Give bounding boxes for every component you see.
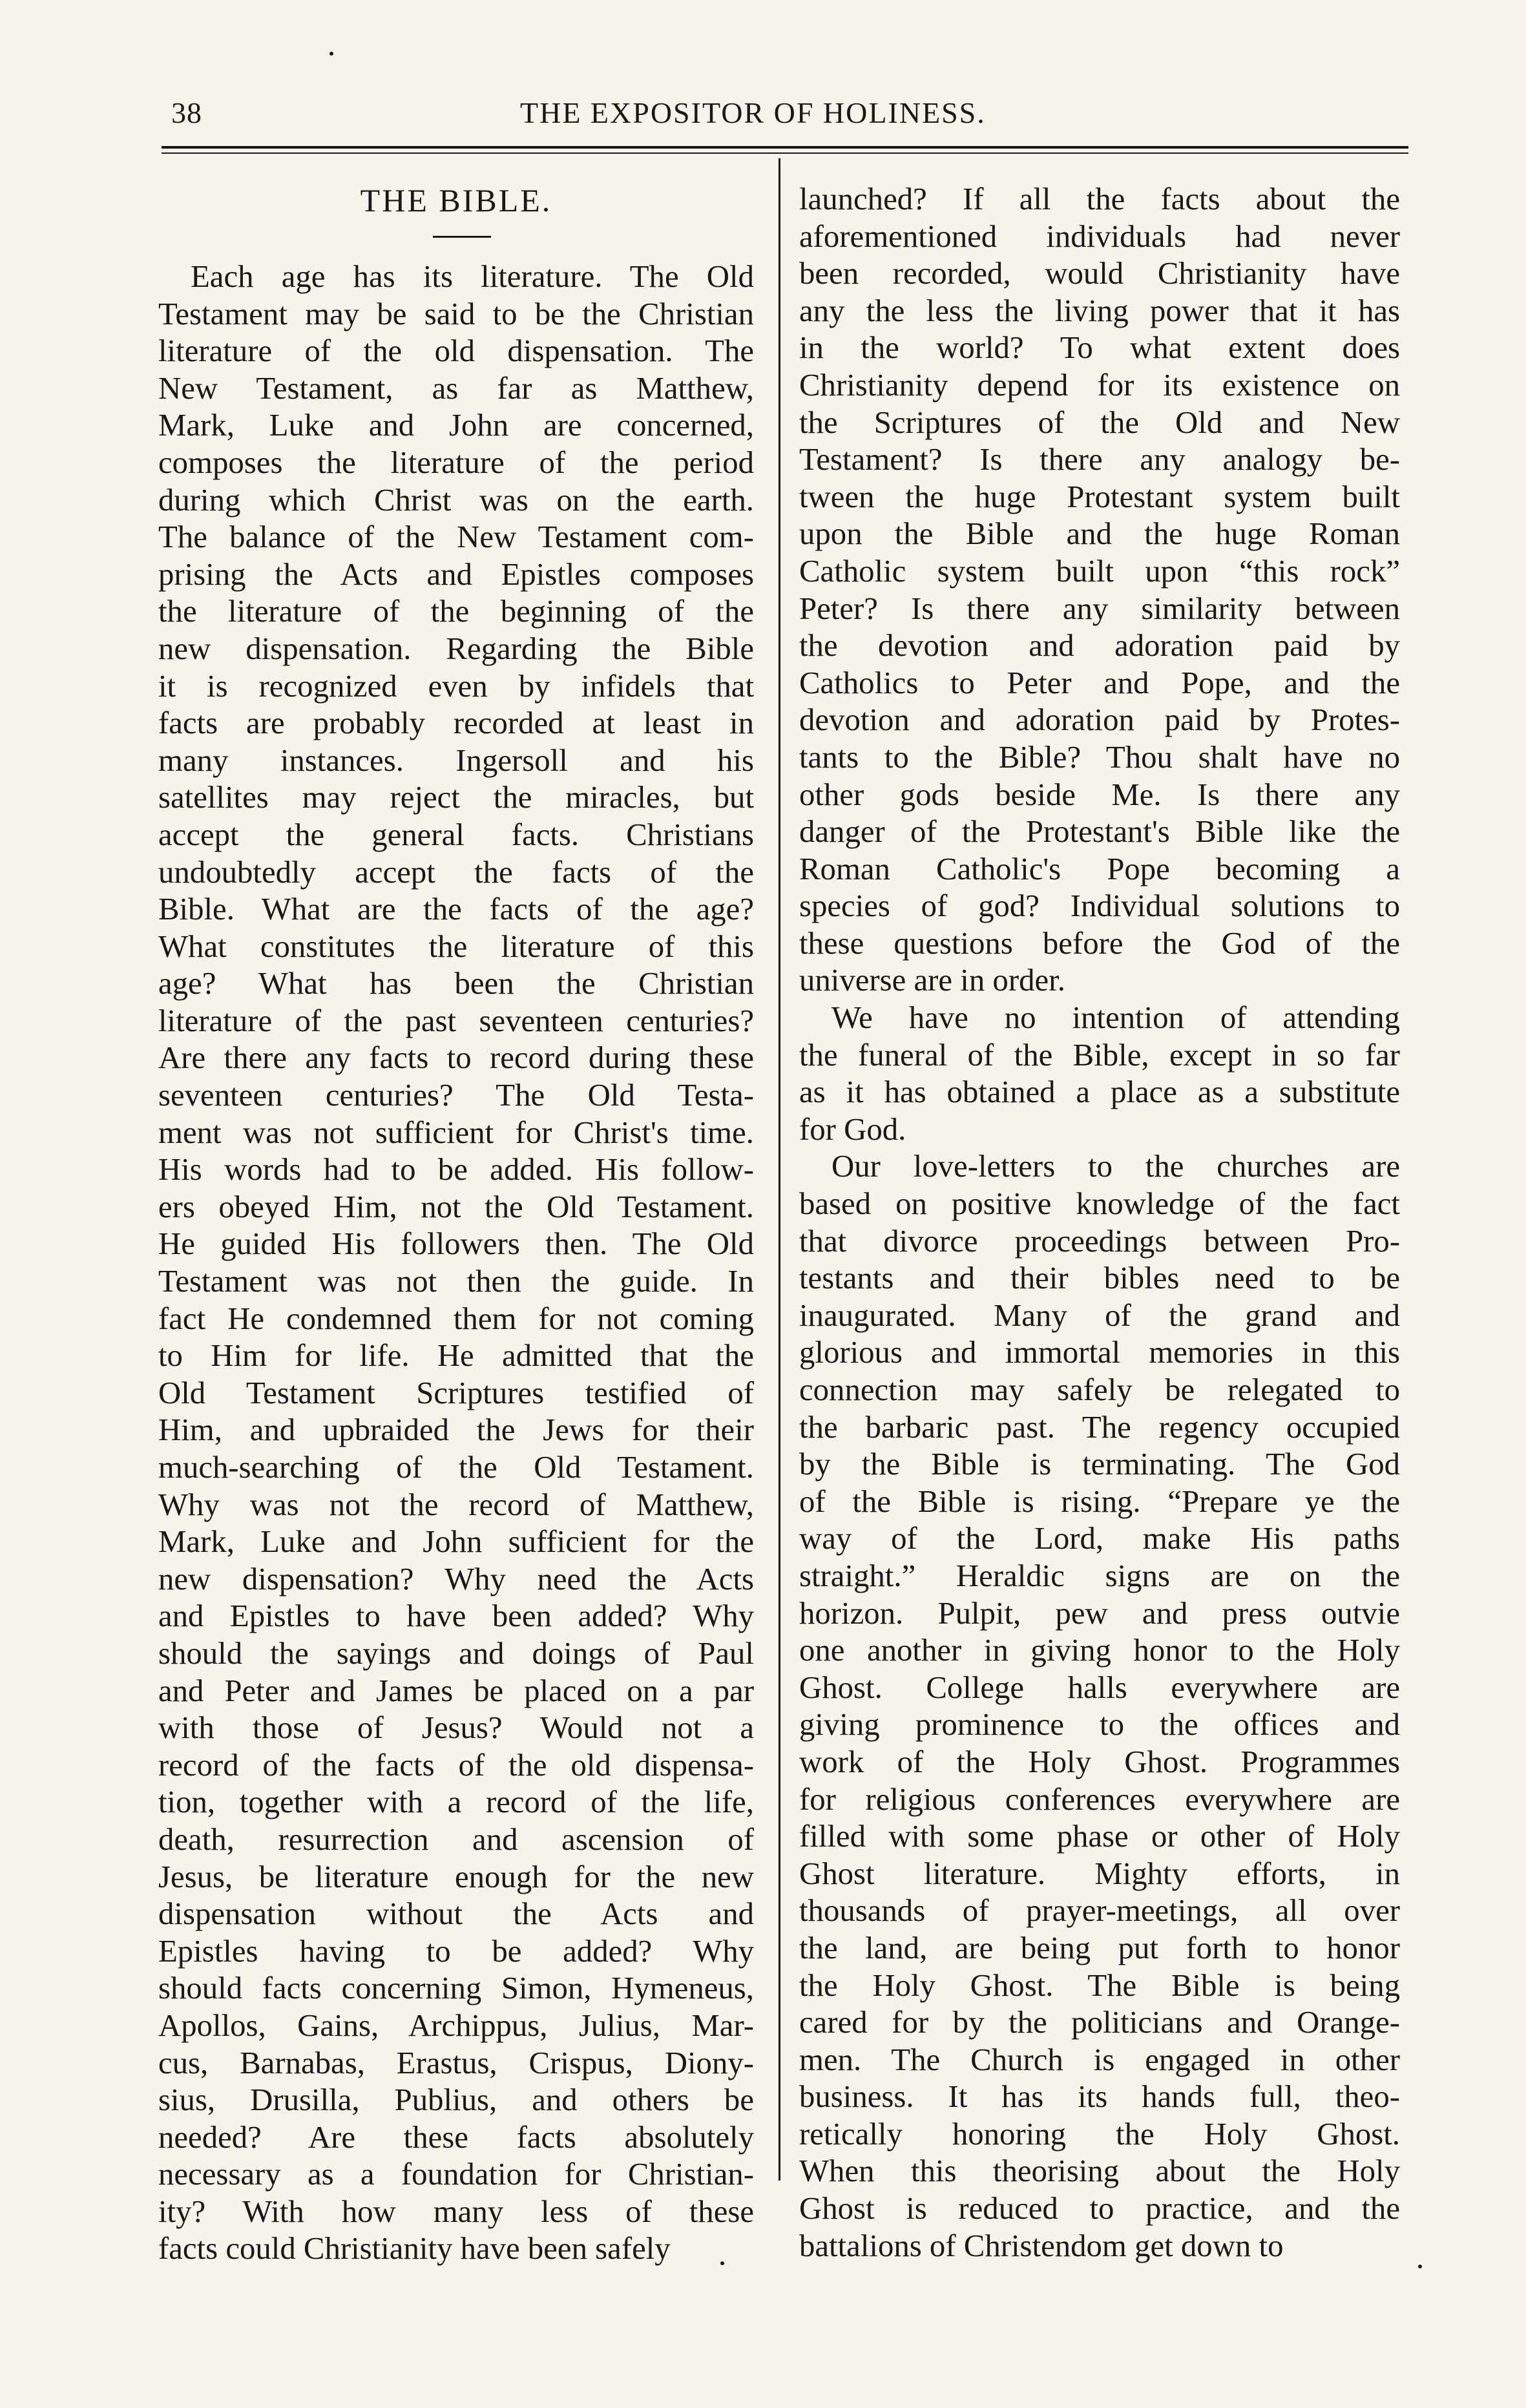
text-line: fact He condemned them for not coming (158, 1301, 754, 1336)
text-line: He guided His followers then. The Old (158, 1226, 754, 1262)
text-line: Testament was not then the guide. In (158, 1264, 754, 1299)
text-line: and Epistles to have been added? Why (158, 1598, 754, 1634)
text-line: Roman Catholic's Pope becoming a (799, 851, 1400, 886)
page-number: 38 (171, 96, 202, 129)
column-divider (779, 158, 780, 2181)
text-line: necessary as a foundation for Christian- (158, 2157, 754, 2192)
text-line: Catholics to Peter and Pope, and the (799, 665, 1400, 700)
text-line: Jesus, be literature enough for the new (158, 1859, 754, 1894)
ink-speck (720, 2261, 724, 2265)
text-line: cared for by the politicians and Orange- (799, 2005, 1400, 2040)
text-line: new dispensation? Why need the Acts (158, 1561, 754, 1597)
text-line: launched? If all the facts about the (799, 182, 1400, 216)
text-line: record of the facts of the old dispensa- (158, 1747, 754, 1783)
text-line: straight.” Heraldic signs are on the (799, 1558, 1400, 1593)
text-line: composes the literature of the period (158, 445, 754, 480)
text-line: the devotion and adoration paid by (799, 628, 1400, 664)
text-line: the barbaric past. The regency occupied (799, 1409, 1400, 1445)
text-line: sius, Drusilla, Publius, and others be (158, 2082, 754, 2118)
text-line: many instances. Ingersoll and his (158, 742, 754, 778)
text-line: one another in giving honor to the Holy (799, 1633, 1400, 1668)
text-line: Ghost literature. Mighty efforts, in (799, 1856, 1400, 1891)
left-column (158, 258, 754, 2268)
text-line: Our love-letters to the churches are (831, 1149, 1400, 1184)
text-line: species of god? Individual solutions to (799, 888, 1400, 924)
text-line: Ghost is reduced to practice, and the (799, 2191, 1400, 2226)
text-line: facts could Christianity have been safely (158, 2231, 671, 2267)
ink-speck (329, 52, 333, 56)
text-line: devotion and adoration paid by Protes- (799, 702, 1400, 738)
text-line: it is recognized even by infidels that (158, 668, 754, 704)
text-line: Catholic system built upon “this rock” (799, 553, 1400, 589)
text-line: Old Testament Scriptures testified of (158, 1375, 754, 1410)
text-line: age? What has been the Christian (158, 966, 754, 1001)
text-line: death, resurrection and ascension of (158, 1821, 754, 1857)
text-line: Epistles having to be added? Why (158, 1933, 754, 1969)
text-line: literature of the old dispensation. The (158, 333, 754, 369)
text-line: should the sayings and doings of Paul (158, 1635, 754, 1671)
journal-title: THE EXPOSITOR OF HOLINESS. (520, 96, 986, 129)
text-line: inaugurated. Many of the grand and (799, 1297, 1400, 1333)
text-line: ers obeyed Him, not the Old Testament. (158, 1189, 754, 1224)
text-line: Testament? Is there any analogy be- (799, 442, 1400, 477)
text-line: horizon. Pulpit, pew and press outvie (799, 1595, 1400, 1631)
text-line: any the less the living power that it has (799, 293, 1400, 328)
text-line: with those of Jesus? Would not a (158, 1710, 754, 1746)
text-line: What constitutes the literature of this (158, 928, 754, 964)
text-line: upon the Bible and the huge Roman (799, 516, 1400, 552)
header-rule-thick (162, 146, 1408, 149)
text-line: Him, and upbraided the Jews for their (158, 1412, 754, 1448)
text-line: retically honoring the Holy Ghost. (799, 2116, 1400, 2151)
text-line: giving prominence to the offices and (799, 1707, 1400, 1743)
text-line: Bible. What are the facts of the age? (158, 892, 754, 927)
text-line: tion, together with a record of the life, (158, 1785, 754, 1820)
text-line: seventeen centuries? The Old Testa- (158, 1078, 754, 1113)
text-line: Each age has its literature. The Old (191, 259, 754, 294)
text-line: Why was not the record of Matthew, (158, 1487, 754, 1522)
text-line: ity? With how many less of these (158, 2193, 754, 2229)
article-title: THE BIBLE. (360, 182, 552, 218)
text-line: been recorded, would Christianity have (799, 256, 1400, 291)
text-line: for religious conferences everywhere are (799, 1781, 1400, 1817)
text-line: universe are in order. (799, 963, 1065, 998)
ink-speck (1418, 2265, 1422, 2268)
text-line: satellites may reject the miracles, but (158, 780, 754, 815)
text-line: Christianity depend for its existence on (799, 367, 1400, 403)
running-head (171, 96, 1415, 141)
text-line: Mark, Luke and John are concerned, (158, 408, 754, 443)
text-line: battalions of Christendom get down to (799, 2228, 1284, 2263)
text-line: danger of the Protestant's Bible like the (799, 814, 1400, 850)
text-line: and Peter and James be placed on a par (158, 1673, 754, 1708)
text-line: other gods beside Me. Is there any (799, 777, 1400, 812)
text-line: during which Christ was on the earth. (158, 482, 754, 518)
text-line: the Scriptures of the Old and New (799, 404, 1400, 440)
text-line: Apollos, Gains, Archippus, Julius, Mar- (158, 2007, 754, 2043)
text-line: Ghost. College halls everywhere are (799, 1670, 1400, 1705)
text-line: tween the huge Protestant system built (799, 479, 1400, 514)
text-line: these questions before the God of the (799, 925, 1400, 961)
text-line: thousands of prayer-meetings, all over (799, 1893, 1400, 1929)
text-line: the funeral of the Bible, except in so far (799, 1037, 1400, 1073)
text-line: Are there any facts to record during these (158, 1040, 754, 1076)
text-line: facts are probably recorded at least in (158, 706, 754, 741)
text-line: as it has obtained a place as a substitute (799, 1074, 1400, 1110)
header-rule-thin (162, 152, 1408, 154)
text-line: When this theorising about the Holy (799, 2153, 1400, 2189)
text-line: the Holy Ghost. The Bible is being (799, 1967, 1400, 2003)
text-line: for God. (799, 1111, 906, 1147)
text-line: filled with some phase or other of Holy (799, 1819, 1400, 1854)
text-line: Testament may be said to be the Christian (158, 296, 754, 331)
text-line: Peter? Is there any similarity between (799, 591, 1400, 626)
text-line: glorious and immortal memories in this (799, 1335, 1400, 1370)
text-line: to Him for life. He admitted that the (158, 1338, 754, 1374)
text-line: testants and their bibles need to be (799, 1261, 1400, 1296)
title-rule (433, 236, 491, 238)
text-line: New Testament, as far as Matthew, (158, 370, 754, 406)
text-line: His words had to be added. His follow- (158, 1152, 754, 1188)
text-line: men. The Church is engaged in other (799, 2042, 1400, 2077)
text-line: much-searching of the Old Testament. (158, 1450, 754, 1485)
text-line: The balance of the New Testament com- (158, 519, 754, 555)
text-line: new dispensation. Regarding the Bible (158, 631, 754, 666)
text-line: based on positive knowledge of the fact (799, 1186, 1400, 1222)
text-line: ment was not sufficient for Christ's time. (158, 1115, 754, 1150)
text-line: by the Bible is terminating. The God (799, 1447, 1400, 1482)
text-line: work of the Holy Ghost. Programmes (799, 1744, 1400, 1779)
text-line: We have no intention of attending (831, 1000, 1400, 1036)
right-column (799, 181, 1400, 2265)
text-line: should facts concerning Simon, Hymeneus, (158, 1971, 754, 2006)
text-line: cus, Barnabas, Erastus, Crispus, Diony- (158, 2045, 754, 2080)
text-line: aforementioned individuals had never (799, 218, 1400, 254)
text-line: dispensation without the Acts and (158, 1896, 754, 1932)
text-line: the literature of the beginning of the (158, 594, 754, 629)
text-line: connection may safely be relegated to (799, 1372, 1400, 1407)
text-line: in the world? To what extent does (799, 330, 1400, 366)
text-line: way of the Lord, make His paths (799, 1521, 1400, 1556)
text-line: undoubtedly accept the facts of the (158, 854, 754, 890)
text-line: that divorce proceedings between Pro- (799, 1223, 1400, 1259)
text-line: accept the general facts. Christians (158, 817, 754, 852)
text-line: prising the Acts and Epistles composes (158, 556, 754, 592)
text-line: the land, are being put forth to honor (799, 1930, 1400, 1965)
text-line: business. It has its hands full, theo- (799, 2079, 1400, 2115)
text-line: tants to the Bible? Thou shalt have no (799, 739, 1400, 775)
text-line: needed? Are these facts absolutely (158, 2119, 754, 2155)
text-line: literature of the past seventeen centuries? (158, 1003, 754, 1038)
text-line: Mark, Luke and John sufficient for the (158, 1524, 754, 1560)
text-line: of the Bible is rising. “Prepare ye the (799, 1483, 1400, 1519)
